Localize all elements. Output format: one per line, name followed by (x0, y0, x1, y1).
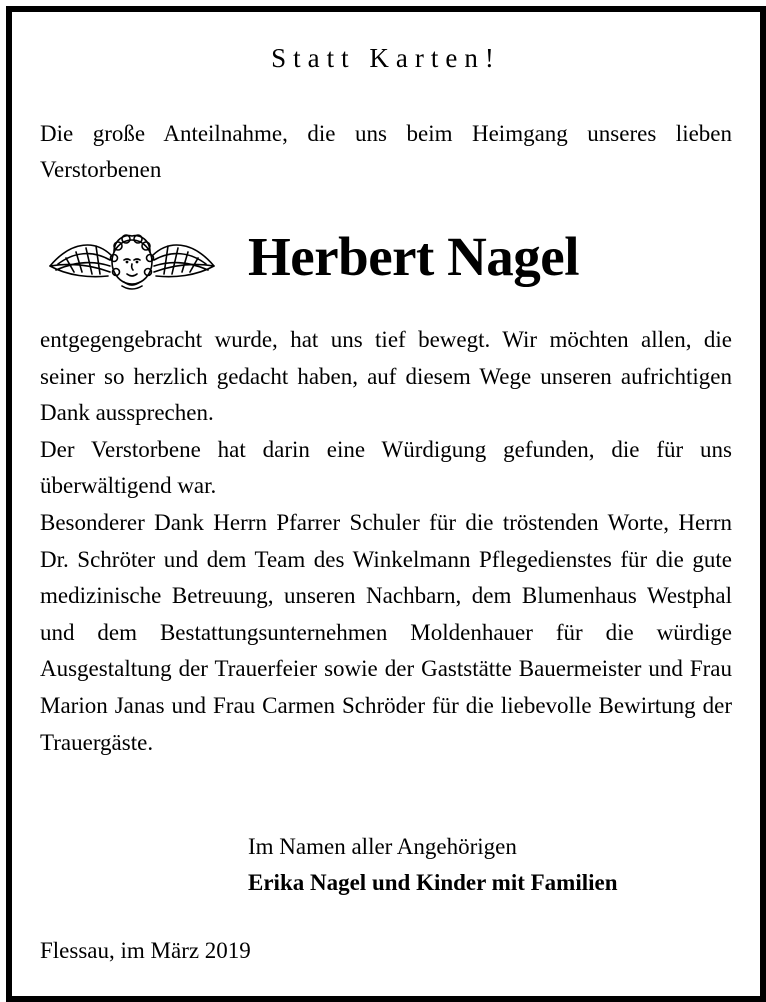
angel-icon (44, 226, 220, 292)
deceased-name: Herbert Nagel (248, 226, 579, 287)
body-paragraph: Der Verstorbene hat darin eine Würdigung gefunden, die für uns überwältigend war. (40, 436, 732, 499)
notice-frame (6, 6, 766, 1002)
body-paragraph: Besonderer Dank Herrn Pfarrer Schuler für die tröstenden Worte, Herrn Dr. Schröter und dem Team des Winkelmann Pflegedienstes für die gute medizinische Betreuung, unseren Nachbarn, dem Blumenhaus Westphal und dem Bestattungsunternehmen Moldenhauer für die würdige Ausgestaltung der Trauerfeier sowie der Gaststätte Bauermeister und Frau Marion Janas und Frau Carmen Schröder für die liebevolle Bewirtung der Trauergäste. (40, 509, 732, 755)
notice-heading: Statt Karten! (271, 43, 501, 73)
intro-text: Die große Anteilnahme, die uns beim Heimgang unseres lieben Verstorbenen (40, 121, 732, 182)
body-paragraph: entgegengebracht wurde, hat uns tief bewegt. Wir möchten allen, die seiner so herzlich gedacht haben, auf diesem Wege unseren aufrichtigen Dank aussprechen. (40, 327, 732, 426)
signature-block (248, 829, 738, 901)
signature-family: Erika Nagel und Kinder mit Familien (248, 870, 618, 895)
place-date: Flessau, im März 2019 (40, 938, 251, 963)
name-row (40, 218, 732, 300)
signature-line: Im Namen aller Angehörigen (248, 834, 517, 859)
notice-body (40, 322, 732, 761)
